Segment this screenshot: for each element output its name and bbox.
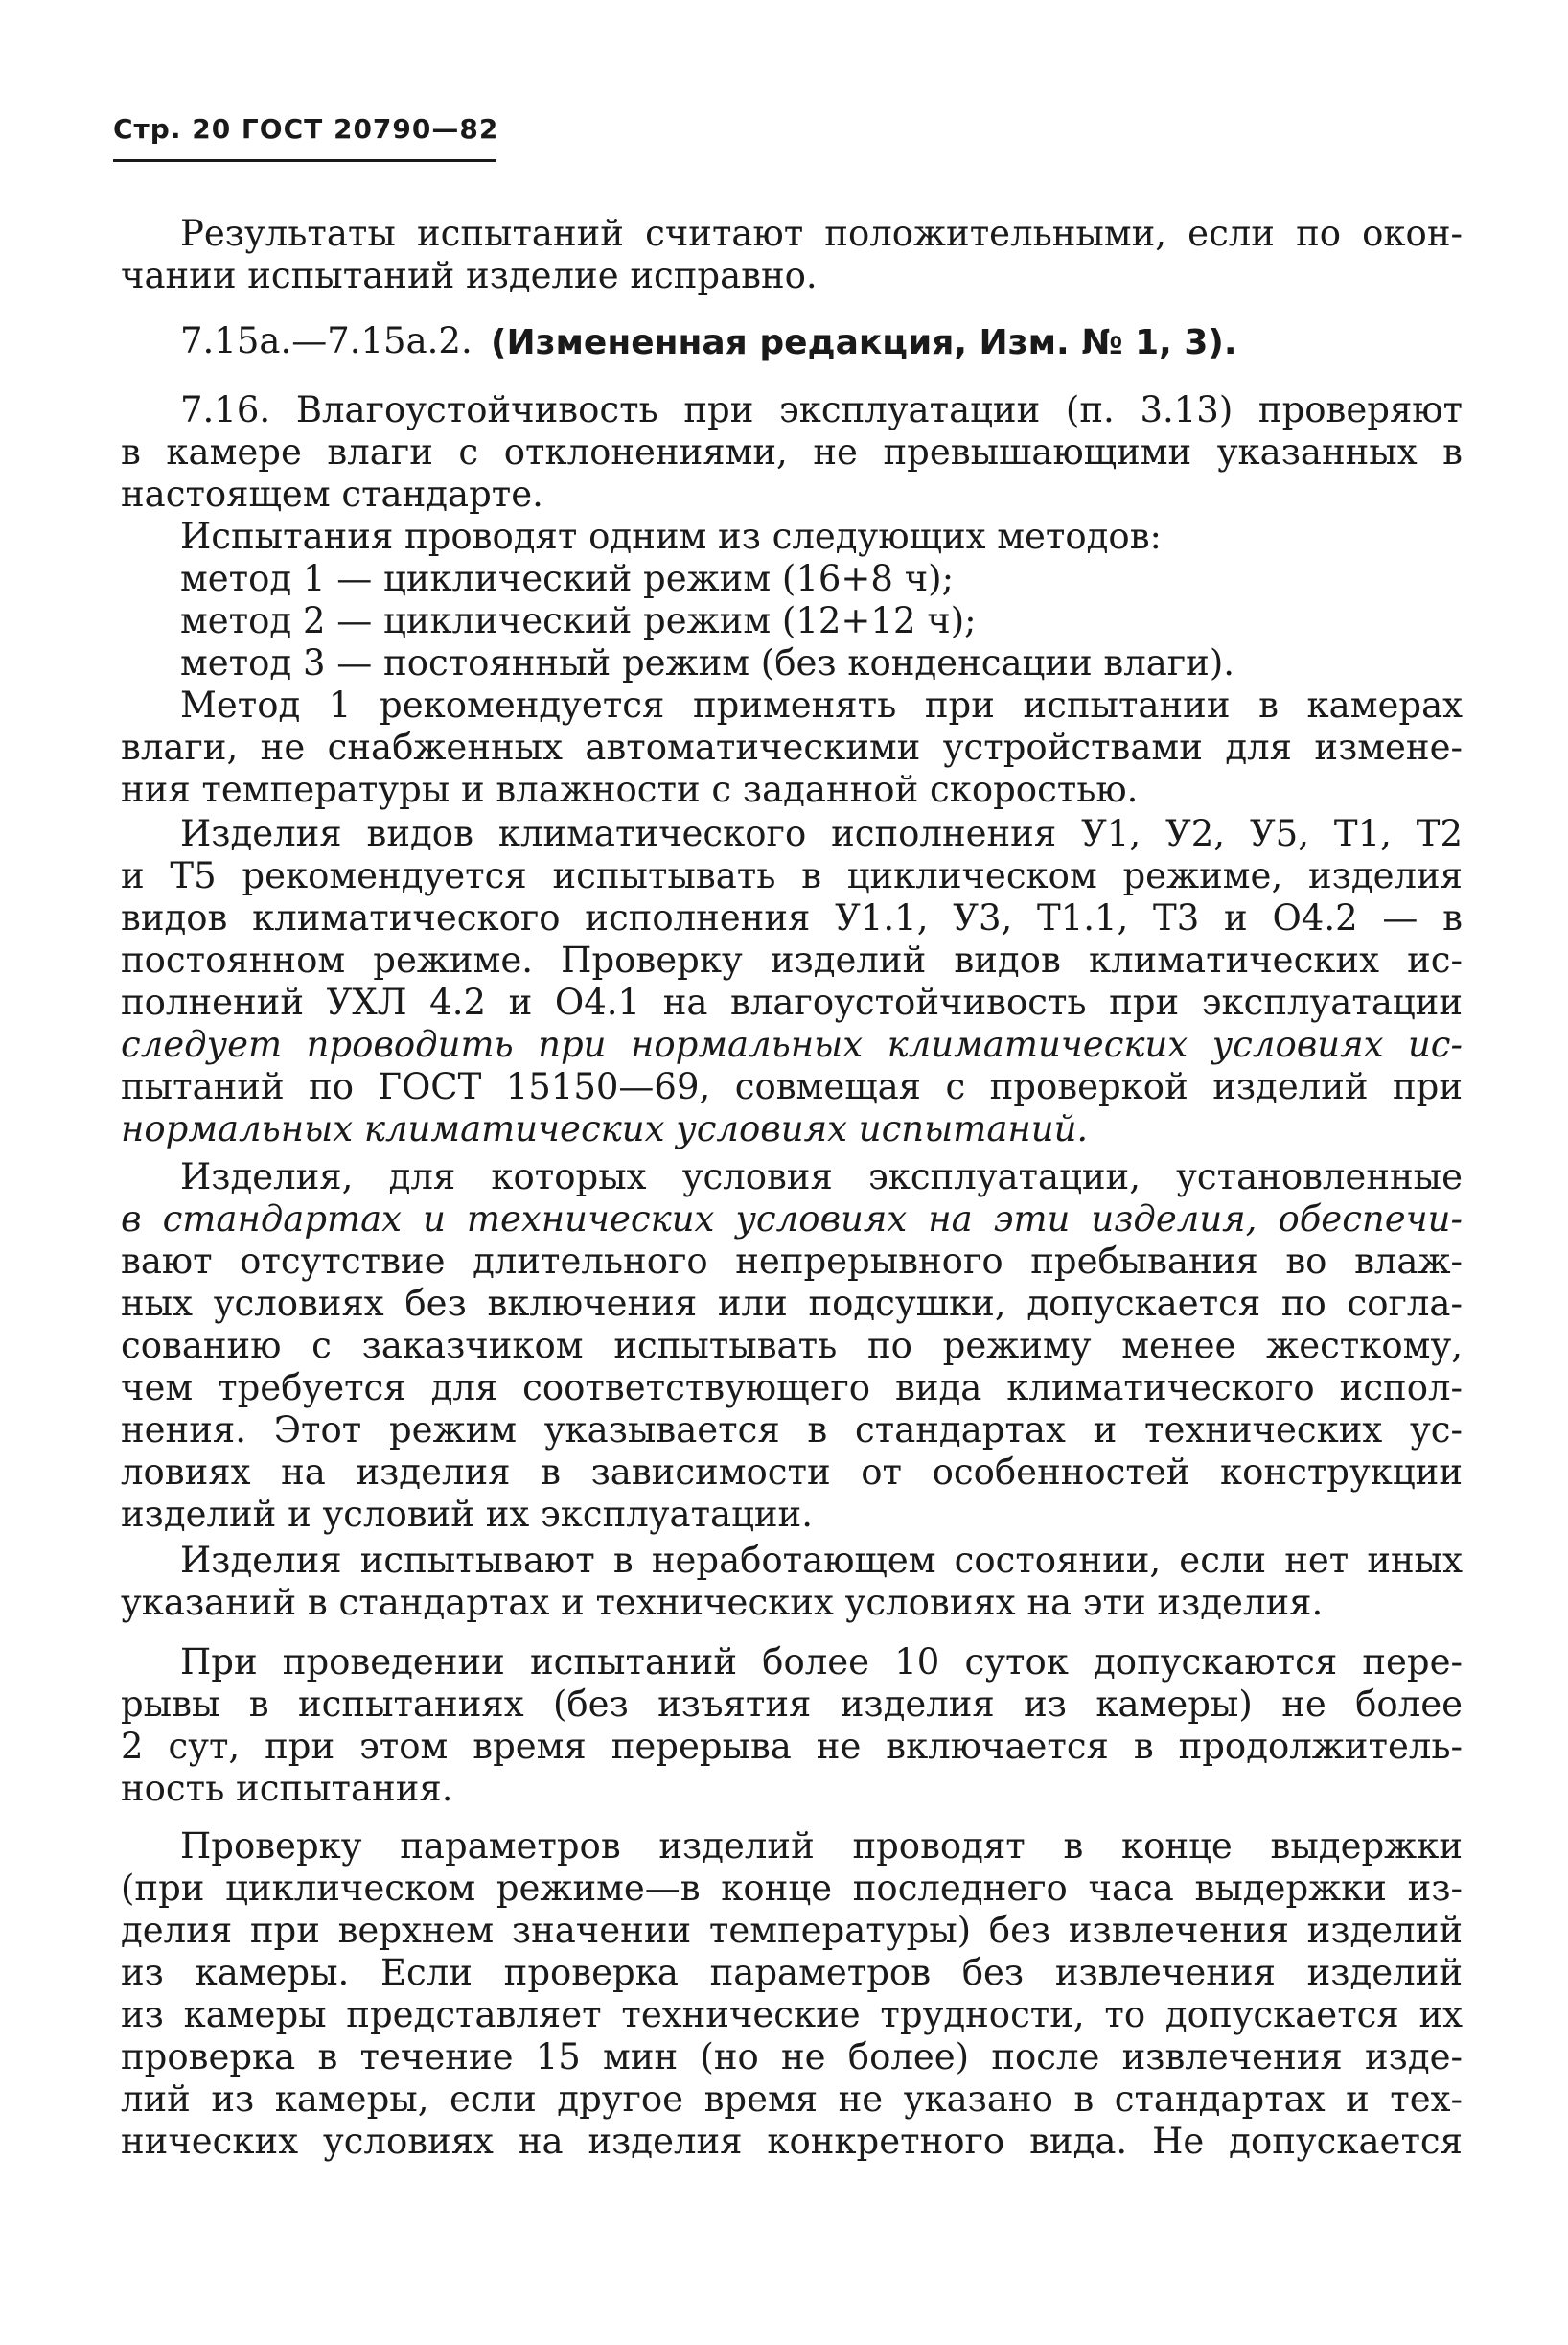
text-line: ловиях на изделия в зависимости от особенностей конструкции [121, 1451, 1463, 1493]
text-line: в камере влаги с отклонениями, не превышающими указанных в [121, 431, 1463, 473]
text-line: пытаний по ГОСТ 15150—69, совмещая с проверкой изделий при [121, 1066, 1463, 1107]
text-line: 7.16. Влагоустойчивость при эксплуатации (п. 3.13) проверяют [180, 389, 1463, 430]
text-line: ных условиях без включения или подсушки, допускается по согла- [121, 1283, 1463, 1324]
header-divider [113, 159, 496, 162]
text-line: Испытания проводят одним из следующих методов: [180, 516, 1163, 557]
text-line: (при циклическом режиме—в конце последнего часа выдержки из- [121, 1868, 1463, 1909]
text-line: 2 сут, при этом время перерыва не включается в продолжитель- [121, 1726, 1463, 1767]
text-line: лий из камеры, если другое время не указано в стандартах и тех- [121, 2078, 1463, 2120]
text-line: Изделия испытывают в неработающем состоянии, если нет иных [180, 1540, 1463, 1581]
text-line: настоящем стандарте. [121, 474, 543, 515]
text-line: Изделия, для которых условия эксплуатации, установленные [180, 1156, 1463, 1197]
text-line: из камеры представляет технические трудности, то допускается их [121, 1994, 1463, 2035]
text-line: следует проводить при нормальных климатических условиях ис- [121, 1024, 1463, 1065]
text-line: 7.15а.—7.15а.2. [180, 320, 473, 361]
text-line: Результаты испытаний считают положительными, если по окон- [180, 213, 1463, 254]
text-line: вают отсутствие длительного непрерывного пребывания во влаж- [121, 1241, 1463, 1282]
text-line: метод 1 — циклический режим (16+8 ч); [180, 558, 955, 599]
text-line: чании испытаний изделие исправно. [121, 255, 818, 296]
text-line: чем требуется для соответствующего вида климатического испол- [121, 1367, 1463, 1408]
text-line: Изделия видов климатического исполнения У1, У2, У5, Т1, Т2 [180, 813, 1463, 854]
text-line: рывы в испытаниях (без изъятия изделия из камеры) не более [121, 1683, 1463, 1725]
text-line: нических условиях на изделия конкретного вида. Не допускается [121, 2121, 1463, 2162]
page-header: Стр. 20 ГОСТ 20790—82 [113, 113, 499, 145]
text-line: постоянном режиме. Проверку изделий видов климатических ис- [121, 940, 1463, 981]
text-line: ния температуры и влажности с заданной скоростью. [121, 769, 1139, 810]
text-line: полнений УХЛ 4.2 и О4.1 на влагоустойчивость при эксплуатации [121, 982, 1463, 1023]
text-line: метод 2 — циклический режим (12+12 ч); [180, 600, 977, 641]
text-line: в стандартах и технических условиях на эти изделия, обеспечи- [121, 1198, 1463, 1240]
text-line: сованию с заказчиком испытывать по режиму менее жесткому, [121, 1325, 1463, 1366]
text-line: ность испытания. [121, 1768, 453, 1809]
text-line: делия при верхнем значении температуры) без извлечения изделий [121, 1910, 1463, 1951]
text-line: влаги, не снабженных автоматическими устройствами для измене- [121, 727, 1463, 768]
text-line: метод 3 — постоянный режим (без конденсации влаги). [180, 642, 1235, 684]
text-line: и Т5 рекомендуется испытывать в циклическом режиме, изделия [121, 855, 1463, 896]
text-line: нения. Этот режим указывается в стандартах и технических ус- [121, 1409, 1463, 1451]
text-line: проверка в течение 15 мин (но не более) после извлечения изде- [121, 2036, 1463, 2078]
text-line: нормальных климатических условиях испытаний. [121, 1108, 1089, 1149]
text-line: из камеры. Если проверка параметров без извлечения изделий [121, 1952, 1463, 1993]
amendment-note: (Измененная редакция, Изм. № 1, 3). [491, 323, 1237, 362]
text-line: При проведении испытаний более 10 суток допускаются пере- [180, 1641, 1463, 1683]
text-line: видов климатического исполнения У1.1, У3, Т1.1, Т3 и О4.2 — в [121, 897, 1463, 939]
text-line: изделий и условий их эксплуатации. [121, 1494, 813, 1535]
text-line: Проверку параметров изделий проводят в конце выдержки [180, 1825, 1463, 1867]
text-line: Метод 1 рекомендуется применять при испытании в камерах [180, 685, 1463, 726]
text-line: указаний в стандартах и технических условиях на эти изделия. [121, 1582, 1324, 1623]
